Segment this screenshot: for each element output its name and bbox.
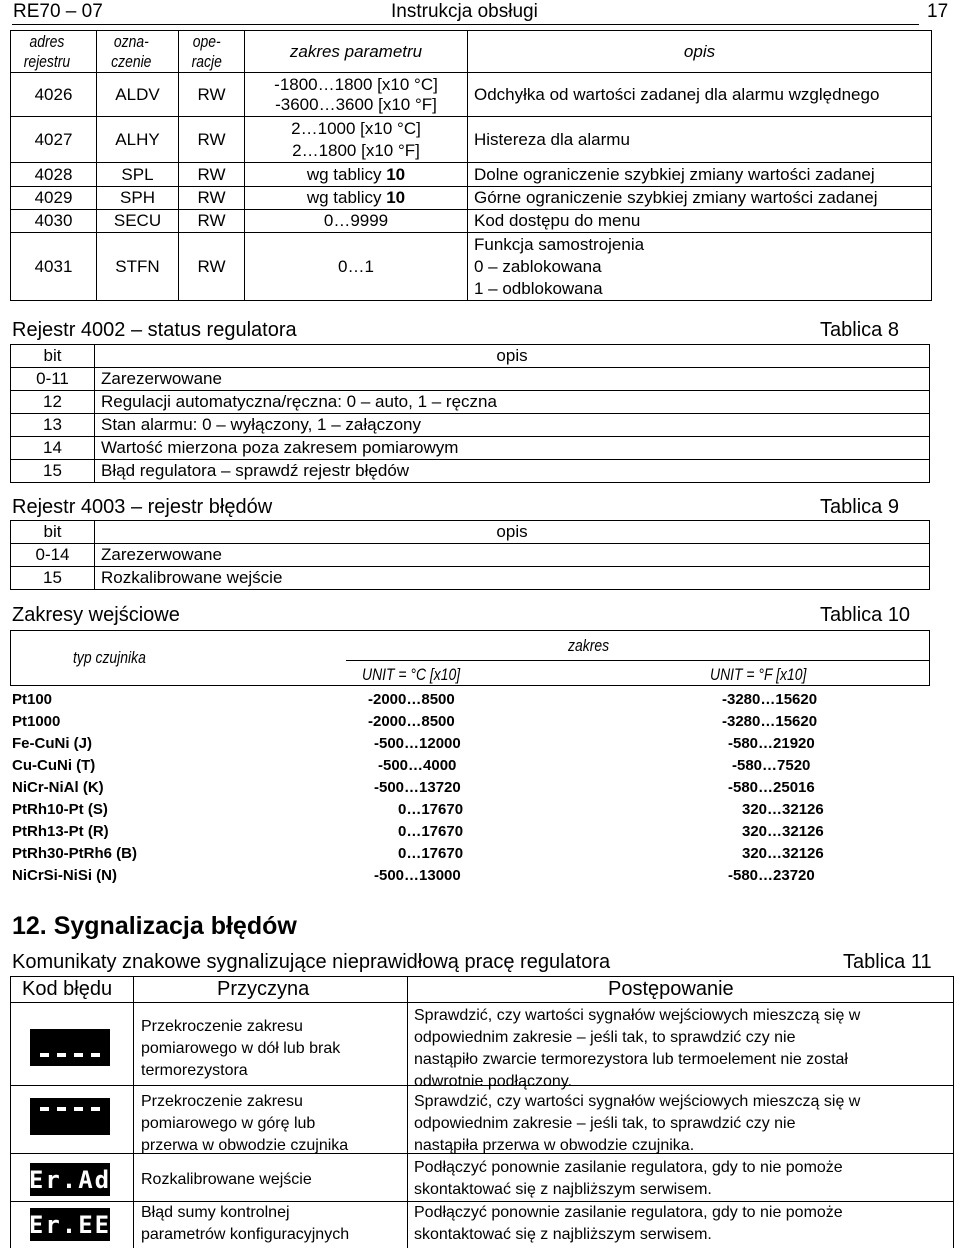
error-code-eree-icon: Er.EE bbox=[30, 1208, 110, 1241]
error-code-erad-icon: Er.Ad bbox=[30, 1163, 110, 1196]
table-row: 12 Regulacji automatyczna/ręczna: 0 – auto, 1 – ręczna bbox=[11, 391, 930, 414]
table-row: 0-14 Zarezerwowane bbox=[11, 544, 930, 567]
table-row: 15 Rozkalibrowane wejście bbox=[11, 567, 930, 590]
table-row: Cu-CuNi (T) -500…4000 -580…7520 bbox=[12, 756, 811, 774]
table-row: 4029 SPH RW wg tablicy 10 Górne ograniczenie szybkiej zmiany wartości zadanej bbox=[11, 187, 932, 210]
t10-header bbox=[10, 630, 930, 686]
table-row: 4031 STFN RW 0…1 Funkcja samostrojenia 0 – zablokowana 1 – odblokowana bbox=[11, 233, 932, 301]
section-12-subtitle: Komunikaty znakowe sygnalizujące nieprawidłową pracę regulatora bbox=[12, 951, 611, 973]
doc-code: RE70 – 07 bbox=[13, 1, 103, 22]
table-row: 13 Stan alarmu: 0 – wyłączony, 1 – załączony bbox=[11, 414, 930, 437]
postepowanie-2: Sprawdzić, czy wartości sygnałów wejściowych mieszczą się w odpowiednim zakresie – jeśli tak, to sprawdzić czy nie nastąpiła przerwa w obwodzie czujnika. bbox=[414, 1093, 861, 1154]
table-row: NiCrSi-NiSi (N) -500…13000 -580…23720 bbox=[12, 866, 815, 884]
h-unit-c: UNIT = °C [x10] bbox=[362, 665, 461, 684]
table-row: Pt100 -2000…8500 -3280…15620 bbox=[12, 690, 818, 708]
przyczyna-2: Przekroczenie zakresu pomiarowego w górę lub przerwa w obwodzie czujnika bbox=[141, 1093, 349, 1154]
table-10 bbox=[12, 688, 922, 886]
h-typ-czujnika: typ czujnika bbox=[73, 648, 146, 667]
postepowanie-4: Podłączyć ponownie zasilanie regulatora, gdy to nie pomoże skontaktować się z najbliższym serwisem. bbox=[414, 1204, 843, 1243]
table-row: 0-11 Zarezerwowane bbox=[11, 368, 930, 391]
h-unit-f: UNIT = °F [x10] bbox=[710, 665, 807, 684]
table-row: PtRh10-Pt (S) 0…17670 320…32126 bbox=[12, 800, 824, 818]
t11-tag: Tablica 11 bbox=[843, 951, 932, 973]
page-header bbox=[0, 0, 960, 24]
t9-title: Rejestr 4003 – rejestr błędów bbox=[12, 496, 273, 518]
t10-tag: Tablica 10 bbox=[820, 604, 911, 626]
params-table bbox=[10, 30, 932, 301]
table-row: NiCr-NiAl (K) -500…13720 -580…25016 bbox=[12, 778, 815, 796]
error-code-overrange-icon bbox=[30, 1098, 110, 1135]
table-row: 4027 ALHY RW 2…1000 [x10 °C] 2…1800 [x10 °F] Histereza dla alarmu bbox=[11, 117, 932, 163]
table-row: Fe-CuNi (J) -500…12000 -580…21920 bbox=[12, 734, 815, 752]
h-zakres: zakres bbox=[568, 636, 610, 655]
t8-tag: Tablica 8 bbox=[820, 319, 899, 341]
table-row: PtRh13-Pt (R) 0…17670 320…32126 bbox=[12, 822, 824, 840]
page-number: 17 bbox=[927, 1, 949, 22]
przyczyna-3: Rozkalibrowane wejście bbox=[141, 1171, 312, 1188]
przyczyna-4: Błąd sumy kontrolnej parametrów konfiguracyjnych bbox=[141, 1204, 350, 1243]
table-row: PtRh30-PtRh6 (B) 0…17670 320…32126 bbox=[12, 844, 824, 862]
col-zakres: zakres parametru bbox=[245, 31, 468, 73]
table-8: bit opis 0-11 Zarezerwowane 12 Regulacji automatyczna/ręczna: 0 – auto, 1 – ręczna 13 Stan alarmu: 0 – wyłączony, 1 – załączony 14 Wartość mierzona poza zakresem pomiarowym 15 Błąd regulatora – sprawdź rejestr błędów bbox=[10, 344, 930, 483]
col-opis: opis bbox=[468, 31, 932, 73]
table-row: Pt1000 -2000…8500 -3280…15620 bbox=[12, 712, 818, 730]
h-kod-bledu: Kod błędu bbox=[22, 978, 113, 1000]
table-9: bit opis 0-14 Zarezerwowane 15 Rozkalibrowane wejście bbox=[10, 520, 930, 590]
table-row: 4028 SPL RW wg tablicy 10 Dolne ograniczenie szybkiej zmiany wartości zadanej bbox=[11, 163, 932, 187]
col-oznaczenie: ozna- czenie bbox=[97, 31, 179, 73]
t9-tag: Tablica 9 bbox=[820, 496, 899, 518]
col-adres: adres rejestru bbox=[11, 31, 97, 73]
table-11 bbox=[10, 976, 954, 1248]
h-postepowanie: Postępowanie bbox=[608, 978, 734, 1000]
postepowanie-1: Sprawdzić, czy wartości sygnałów wejściowych mieszczą się w odpowiednim zakresie – jeśli tak, to sprawdzić czy nie nastąpiło zwarcie termorezystora lub termoelement nie został odwrotnie podłączony. bbox=[414, 1007, 861, 1090]
h-przyczyna: Przyczyna bbox=[217, 978, 310, 1000]
doc-title: Instrukcja obsługi bbox=[391, 1, 538, 22]
params-header-row bbox=[11, 31, 932, 73]
table-row: 4030 SECU RW 0…9999 Kod dostępu do menu bbox=[11, 210, 932, 233]
col-operacje: ope- racje bbox=[179, 31, 245, 73]
t8-title: Rejestr 4002 – status regulatora bbox=[12, 319, 297, 341]
table-row: 15 Błąd regulatora – sprawdź rejestr błędów bbox=[11, 460, 930, 483]
table-row: 4026 ALDV RW -1800…1800 [x10 °C] -3600…3600 [x10 °F] Odchyłka od wartości zadanej dla alarmu względnego bbox=[11, 73, 932, 117]
section-12-title: 12. Sygnalizacja błędów bbox=[12, 912, 297, 940]
table-row: 14 Wartość mierzona poza zakresem pomiarowym bbox=[11, 437, 930, 460]
t10-title: Zakresy wejściowe bbox=[12, 604, 180, 626]
postepowanie-3: Podłączyć ponownie zasilanie regulatora, gdy to nie pomoże skontaktować się z najbliższym serwisem. bbox=[414, 1159, 843, 1198]
przyczyna-1: Przekroczenie zakresu pomiarowego w dół lub brak termorezystora bbox=[141, 1018, 341, 1079]
error-code-underrange-icon bbox=[30, 1029, 110, 1066]
